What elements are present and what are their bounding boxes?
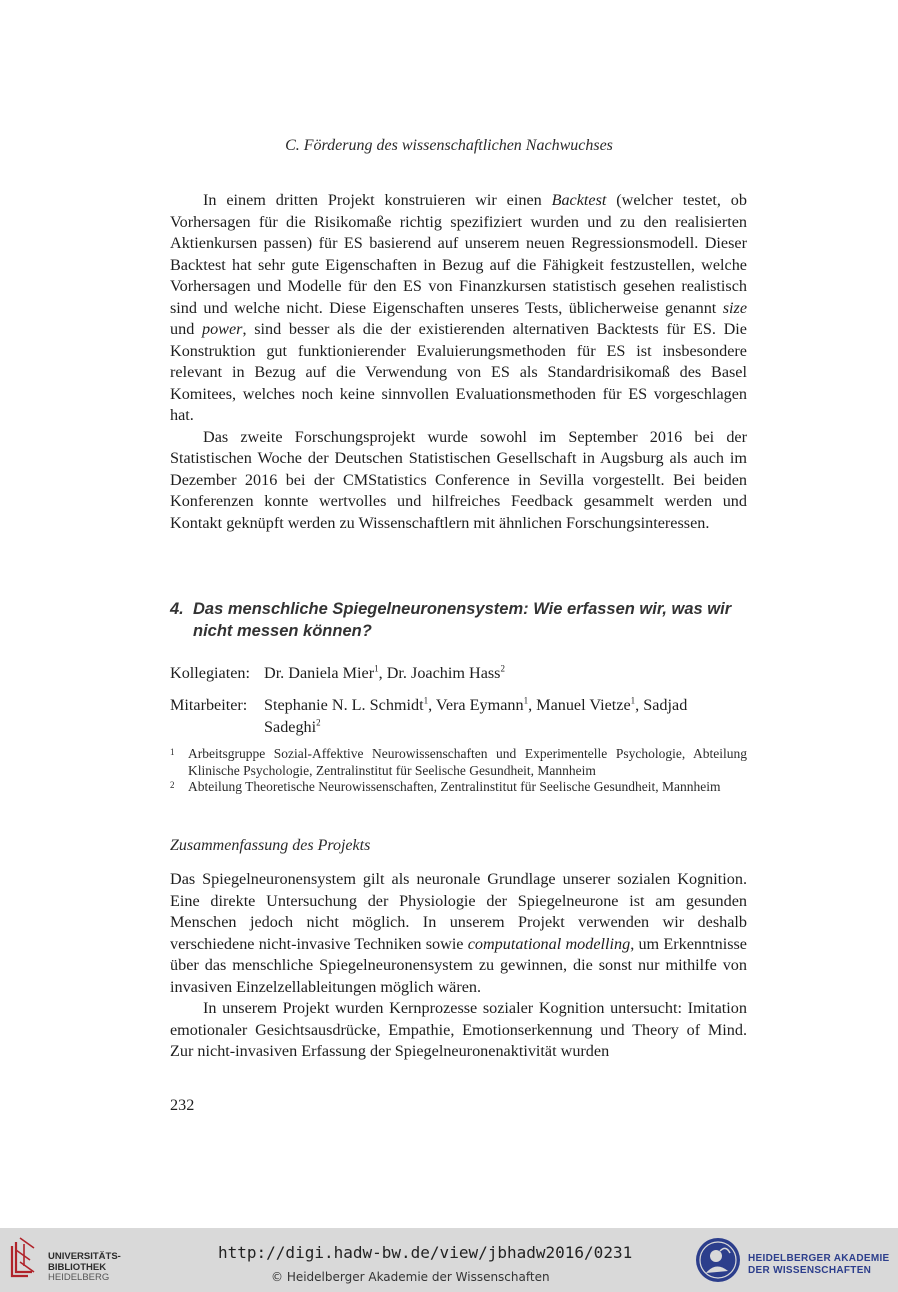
affiliation-ref: 1 xyxy=(374,663,379,674)
footnote-text: Arbeitsgruppe Sozial-Affektive Neurowissenschaften und Experimentelle Psychologie, Abteilung Klinische Psychologie, Zentralinstitut für Seelische Gesundheit, Mannheim xyxy=(188,746,747,778)
footnote-mark: 2 xyxy=(170,780,175,790)
academy-logo[interactable] xyxy=(694,1235,894,1285)
library-name: UNIVERSITÄTS- BIBLIOTHEK HEIDELBERG xyxy=(48,1251,121,1283)
affiliation-ref: 2 xyxy=(316,717,321,728)
person: Vera Eymann$^1$, xyxy=(435,695,537,714)
copyright-notice: © Heidelberger Akademie der Wissenschaften xyxy=(271,1270,550,1284)
intro-text xyxy=(170,190,747,534)
footer-bar xyxy=(0,1228,898,1292)
academy-seal-icon xyxy=(694,1235,744,1285)
kollegiaten-label: Kollegiaten: xyxy=(170,664,251,682)
university-library-logo[interactable] xyxy=(8,1236,138,1282)
person: Stephanie N. L. Schmidt$^1$, xyxy=(264,695,436,714)
ub-mark-icon xyxy=(8,1236,40,1282)
intro-paragraph-1: In einem dritten Projekt konstruieren wir einen Backtest (welcher testet, ob Vorhersagen für die Risikomaße richtig spezifiziert wurden und zu den realisierten Aktienkursen passen) für ES basierend auf unserem neuen Regressionsmodell. Dieser Backtest hat sehr gute Eigenschaften in Bezug auf die Fähigkeit festzustellen, welche Vorhersagen und Modelle für den ES von Finanzkursen statistisch gesehen realistisch sind und welche nicht. Diese Eigenschaften unseres Tests, üblicherweise genannt size und power, sind besser als die der existierenden alternativen Backtests für ES. Die Konstruktion gut funktionierender Evaluierungsmethoden für ES ist insbesondere relevant in Bezug auf die Verwendung von ES als Standardrisikomaß des Basel Komitees, welches noch keine sinnvollen Evaluationsmethoden für ES vorgeschlagen hat. xyxy=(170,191,747,424)
academy-name: HEIDELBERGER AKADEMIE DER WISSENSCHAFTEN xyxy=(748,1253,890,1276)
footnote-1 xyxy=(170,746,747,779)
intro-paragraph-2: Das zweite Forschungsprojekt wurde sowohl im September 2016 bei der Statistischen Woche der Deutschen Statistischen Gesellschaft in Augsburg als auch im Dezember 2016 bei der CMStatistics Conference in Sevilla vorgestellt. Bei beiden Konferenzen konnte wertvolles und hilfreiches Feedback gesammelt werden und Kontakt geknüpft werden zu Wissenschaftlern mit ähnlichen Forschungsinteressen. xyxy=(170,427,747,532)
person: Dr. Joachim Hass$^2$ xyxy=(386,663,505,682)
affiliation-ref: 1 xyxy=(423,695,429,706)
footnote-2 xyxy=(170,779,747,796)
summary-text xyxy=(170,869,747,1063)
kollegiaten-names xyxy=(170,663,747,685)
summary-paragraph-1: Das Spiegelneuronensystem gilt als neuronale Grundlage unserer sozialen Kognition. Eine direkte Untersuchung der Physiologie der Spiegelneurone ist am gesunden Menschen jedoch nicht möglich. In unserem Projekt verwenden wir deshalb verschiedene nicht-invasive Techniken sowie computational modelling, um Erkenntnisse über das menschliche Spiegelneuronensystem zu gewinnen, die sonst nur mithilfe von invasiven Einzelzellableitungen möglich wären. xyxy=(170,870,747,996)
section-number: 4. xyxy=(170,600,184,618)
term-size: size xyxy=(722,298,747,317)
footnote-mark: 1 xyxy=(170,747,175,757)
kollegiaten-row xyxy=(170,663,747,685)
term-backtest: Backtest xyxy=(551,191,607,209)
summary-heading: Zusammenfassung des Projekts xyxy=(170,837,371,854)
mitarbeiter-row xyxy=(170,695,747,738)
footnote-text: Abteilung Theoretische Neurowissenschaften, Zentralinstitut für Seelische Gesundheit, Mannheim xyxy=(188,779,721,794)
affiliation-ref: 1 xyxy=(523,695,529,706)
section-heading xyxy=(170,598,747,642)
footnotes xyxy=(170,746,747,796)
person: Dr. Daniela Mier$^1$, xyxy=(264,663,387,682)
affiliation-ref: 2 xyxy=(500,663,505,674)
person: Sadjad Sadeghi$^2$ xyxy=(264,696,688,736)
mitarbeiter-label: Mitarbeiter: xyxy=(170,696,248,714)
person: Manuel Vietze$^1$, xyxy=(536,695,644,714)
permalink-url[interactable]: http://digi.hadw-bw.de/view/jbhadw2016/0231 xyxy=(218,1243,633,1262)
term-power: power xyxy=(201,320,243,338)
summary-paragraph-2: In unserem Projekt wurden Kernprozesse sozialer Kognition untersucht: Imitation emotionaler Gesichtsausdrücke, Empathie, Emotionserkennung und Theory of Mind. Zur nicht-invasiven Erfassung der Spiegelneuronenaktivität wurden xyxy=(170,999,747,1060)
term-computational-modelling: computational modelling xyxy=(467,934,631,953)
affiliation-ref: 1 xyxy=(630,695,636,706)
page-number: 232 xyxy=(170,1096,195,1114)
mitarbeiter-names xyxy=(170,695,747,738)
section-title: Das menschliche Spiegelneuronensystem: Wie erfassen wir, was wir nicht messen können? xyxy=(193,600,732,640)
running-header: C. Förderung des wissenschaftlichen Nachwuchses xyxy=(285,137,613,154)
